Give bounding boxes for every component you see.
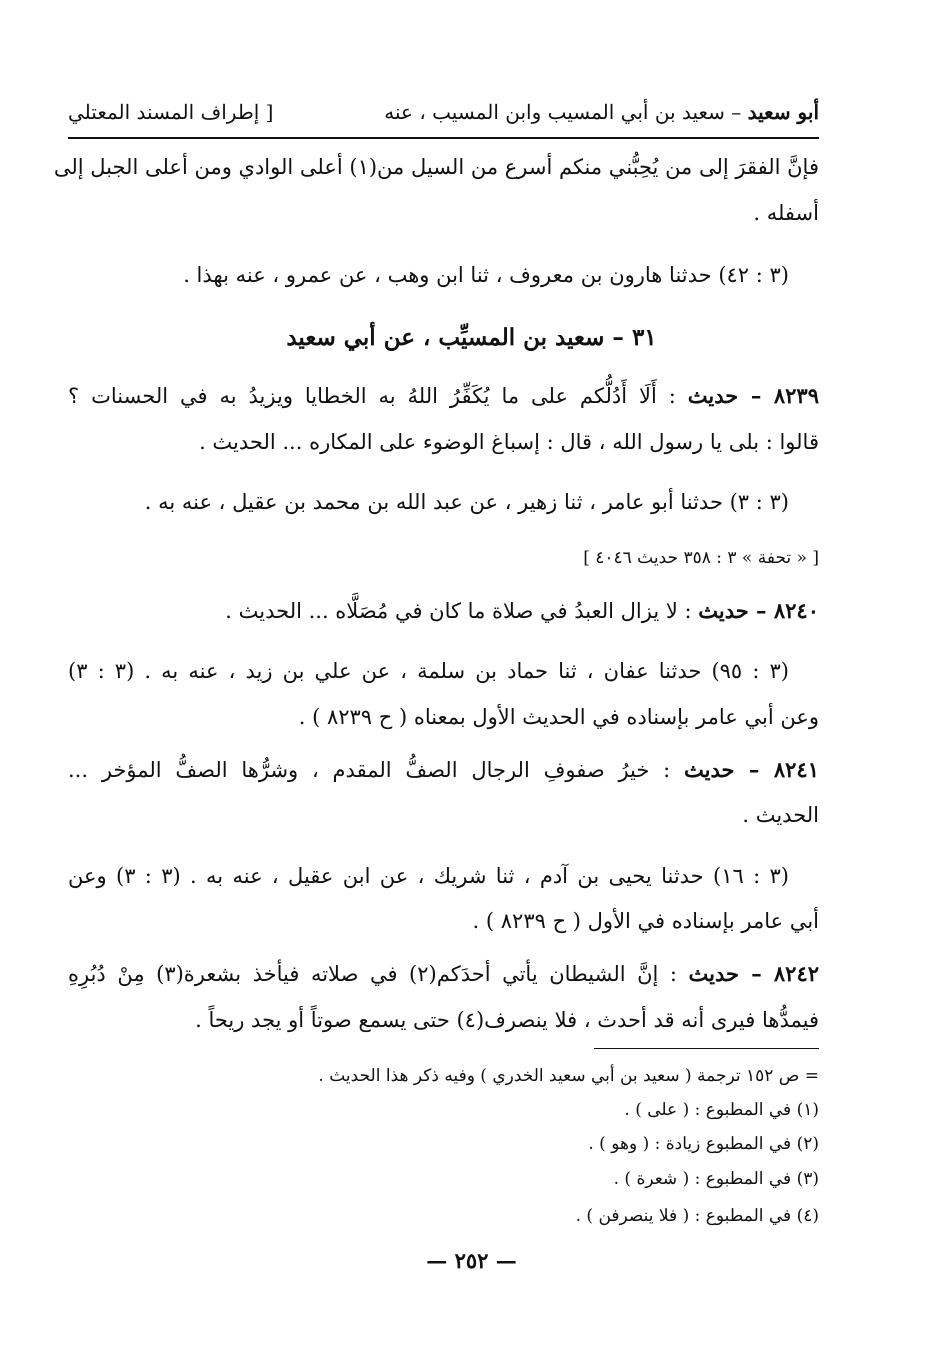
section-title: ٣١ – سعيد بن المسيِّب ، عن أبي سعيد [286, 324, 657, 351]
isnad-line: أبي عامر بإسناده في الأول ( ح ٨٢٣٩ ) . [472, 909, 819, 933]
hadith-text: : إنَّ الشيطان يأتي أحدَكم(٢) في صلاته فيأخذ بشعرة(٣) مِنْ دُبُرِهِ [68, 962, 677, 986]
text-line: فإنَّ الفقرَ إلى من يُحِبُّني منكم أسرع من السيل من(١) أعلى الوادي ومن أعلى الجبل إلى [53, 155, 819, 179]
isnad-line: (٣ : ١٦) حدثنا يحيى بن آدم ، ثنا شريك ، عن ابن عقيل ، عنه به . (٣ : ٣) وعن [68, 864, 789, 888]
text-line: أسفله . [753, 201, 819, 225]
hadith-number: ٨٢٤٢ – حديث [688, 961, 820, 986]
text-line: فيمدُّها فيرى أنه قد أحدث ، فلا ينصرف(٤) حتى يسمع صوتاً أو يجد ريحاً . [195, 1008, 819, 1032]
isnad-line: (٣ : ٩٥) حدثنا عفان ، ثنا حماد بن سلمة ، عن علي بن زيد ، عنه به . (٣ : ٣) [68, 659, 789, 683]
isnad-line: وعن أبي عامر بإسناده في الحديث الأول بمعناه ( ح ٨٢٣٩ ) . [298, 705, 819, 729]
footnote-4: (٤) في المطبوع : ( فلا ينصرفن ) . [575, 1206, 819, 1226]
header-title-rest: – سعيد بن أبي المسيب وابن المسيب ، عنه [384, 100, 742, 124]
hadith-number: ٨٢٣٩ – حديث [687, 383, 819, 408]
hadith-8240-line1 [68, 596, 819, 626]
isnad-line: (٣ : ٣) حدثنا أبو عامر ، ثنا زهير ، عن عبد الله بن محمد بن عقيل ، عنه به . [144, 490, 789, 514]
header-title [384, 100, 819, 124]
header-divider [68, 137, 819, 139]
footnote-2: (٢) في المطبوع زيادة : ( وهو ) . [588, 1134, 819, 1154]
footnote-divider [594, 1048, 819, 1049]
footnote-1: (١) في المطبوع : ( على ) . [624, 1100, 819, 1120]
hadith-text: : أَلَا أَدُلُّكم على ما يُكَفِّرُ اللهُ به الخطايا ويزيدُ به في الحسنات ؟ [68, 384, 676, 408]
text-line: الحديث . [742, 803, 819, 827]
running-header [68, 98, 819, 138]
hadith-8239-line1 [68, 381, 819, 411]
hadith-text: : خيرُ صفوفِ الرجال الصفُّ المقدم ، وشرُّها الصفُّ المؤخر ... [68, 758, 671, 782]
hadith-8242-line1 [68, 959, 819, 989]
hadith-8241-line1 [68, 755, 819, 785]
isnad-line: (٣ : ٤٢) حدثنا هارون بن معروف ، ثنا ابن وهب ، عن عمرو ، عنه بهذا . [183, 263, 789, 287]
header-book-title: [ إطراف المسند المعتلي [68, 100, 274, 124]
header-title-bold: أبو سعيد [747, 100, 819, 124]
footnote-continued: = ص ١٥٢ ترجمة ( سعيد بن أبي سعيد الخدري ) وفيه ذكر هذا الحديث . [318, 1066, 819, 1086]
text-line: قالوا : بلى يا رسول الله ، قال : إسباغ الوضوء على المكاره ... الحديث . [199, 430, 819, 454]
hadith-text: : لا يزال العبدُ في صلاة ما كان في مُصَلَّاه ... الحديث . [225, 599, 692, 623]
tuhfa-reference: [ « تحفة » ٣ : ٣٥٨ حديث ٤٠٤٦ ] [583, 548, 819, 568]
footnote-3: (٣) في المطبوع : ( شعرة ) . [613, 1169, 819, 1189]
hadith-number: ٨٢٤٠ – حديث [698, 598, 819, 623]
hadith-number: ٨٢٤١ – حديث [684, 757, 819, 782]
page-number: — ٢٥٢ — [426, 1248, 517, 1273]
